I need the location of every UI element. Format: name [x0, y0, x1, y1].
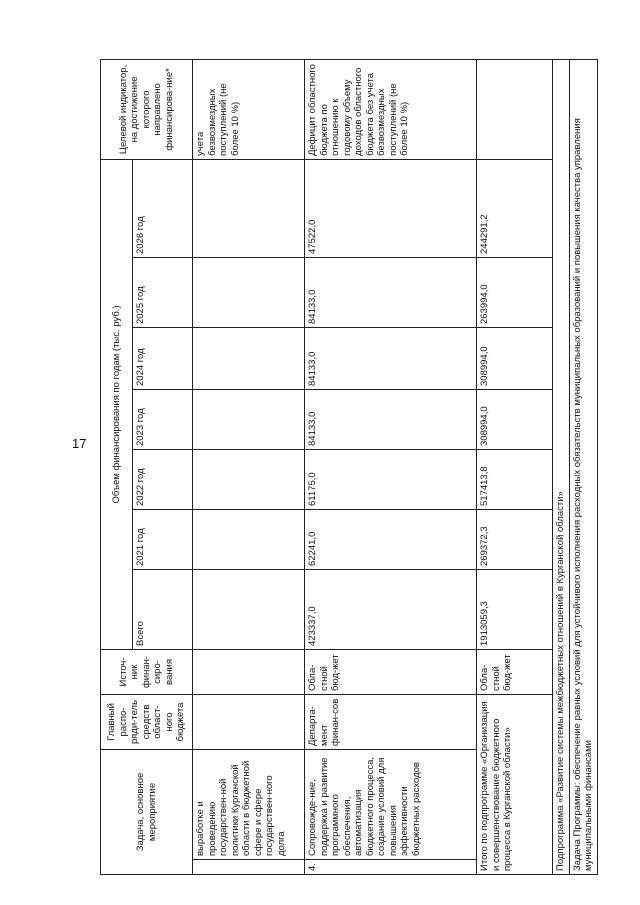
header-year-2026: 2026 год — [133, 159, 193, 257]
table-row — [305, 59, 477, 874]
header-total: Всего — [133, 569, 193, 649]
year-2022-cell: 61175,0 — [305, 449, 477, 509]
header-administrator: Главный распо-ряди-тель средств област-ного бюджета — [101, 694, 193, 749]
year-2022-cell — [193, 449, 305, 509]
subtotal-indicator — [477, 59, 553, 159]
source-cell: Обла-стной бюд-жет — [305, 649, 477, 694]
subprogram-row — [553, 59, 570, 874]
subtotal-source: Обла-стной бюд-жет — [477, 649, 553, 694]
header-year-2022: 2022 год — [133, 449, 193, 509]
measure-cell: выработке и проведению государствен-ной политики Курганской области в бюджетной сфере и сфере государствен-ного долга — [193, 749, 305, 859]
source-cell — [193, 649, 305, 694]
year-2025-cell: 84133,0 — [305, 257, 477, 327]
subtotal-2021: 269372,3 — [477, 509, 553, 569]
subtotal-row — [477, 59, 553, 874]
administrator-cell — [193, 694, 305, 749]
header-year-2024: 2024 год — [133, 327, 193, 389]
subtotal-2025: 263994,0 — [477, 257, 553, 327]
measure-cell: Сопровожде-ние, поддержка и развитие программного обеспечения, автоматизация бюджетного процесса, создание условий для повышения эффективности бюджетных расходов — [305, 749, 477, 859]
funding-table — [100, 59, 598, 875]
page-number: 17 — [72, 436, 87, 451]
year-2021-cell — [193, 509, 305, 569]
subtotal-2024: 308994,0 — [477, 327, 553, 389]
indicator-cell: учета безвозмездных поступлений (не более 10 %) — [193, 59, 305, 159]
subtotal-2026: 244291,2 — [477, 159, 553, 257]
administrator-cell: Департа-мент финан-сов — [305, 694, 477, 749]
subprogram-title: Подпрограмма «Развитие системы межбюджетных отношений в Курганской области» — [553, 59, 570, 874]
program-task-row — [569, 59, 597, 874]
year-2023-cell: 84133,0 — [305, 389, 477, 449]
subtotal-2023: 308994,0 — [477, 389, 553, 449]
subtotal-total: 1913059,3 — [477, 569, 553, 649]
year-2025-cell — [193, 257, 305, 327]
header-year-2025: 2025 год — [133, 257, 193, 327]
header-year-2023: 2023 год — [133, 389, 193, 449]
rotated-page — [100, 60, 610, 875]
year-2021-cell: 62241,0 — [305, 509, 477, 569]
header-indicator: Целевой индикатор, на достижение которого направлено финансирова-ние* — [101, 59, 193, 159]
header-row-1 — [101, 59, 133, 874]
year-2024-cell — [193, 327, 305, 389]
row-number — [193, 860, 305, 875]
year-2023-cell — [193, 389, 305, 449]
total-cell — [193, 569, 305, 649]
subtotal-2022: 517413,8 — [477, 449, 553, 509]
table-row — [193, 59, 305, 874]
total-cell: 423337,0 — [305, 569, 477, 649]
header-funding-volume: Объем финансирования по годам (тыс. руб.) — [101, 159, 133, 649]
year-2026-cell — [193, 159, 305, 257]
program-task: Задача Программы: обеспечение равных условий для устойчивого исполнения расходных обязательств муниципальных образований и повышения качества управления муниципальными финансами — [569, 59, 597, 874]
header-task-measure: Задача, основное мероприятие — [101, 749, 193, 874]
year-2024-cell: 84133,0 — [305, 327, 477, 389]
indicator-cell: Дефицит областного бюджета по отношению к годовому объему доходов областного бюджета без учета безвозмездных поступлений (не более 10 %) — [305, 59, 477, 159]
header-year-2021: 2021 год — [133, 509, 193, 569]
header-source: Источ-ник финан-сиро-вания — [101, 649, 193, 694]
row-number: 4. — [305, 860, 477, 875]
subtotal-label: Итого по подпрограмме «Организация и совершенствование бюджетного процесса в Курганской области» — [477, 694, 553, 874]
year-2026-cell: 47522,0 — [305, 159, 477, 257]
